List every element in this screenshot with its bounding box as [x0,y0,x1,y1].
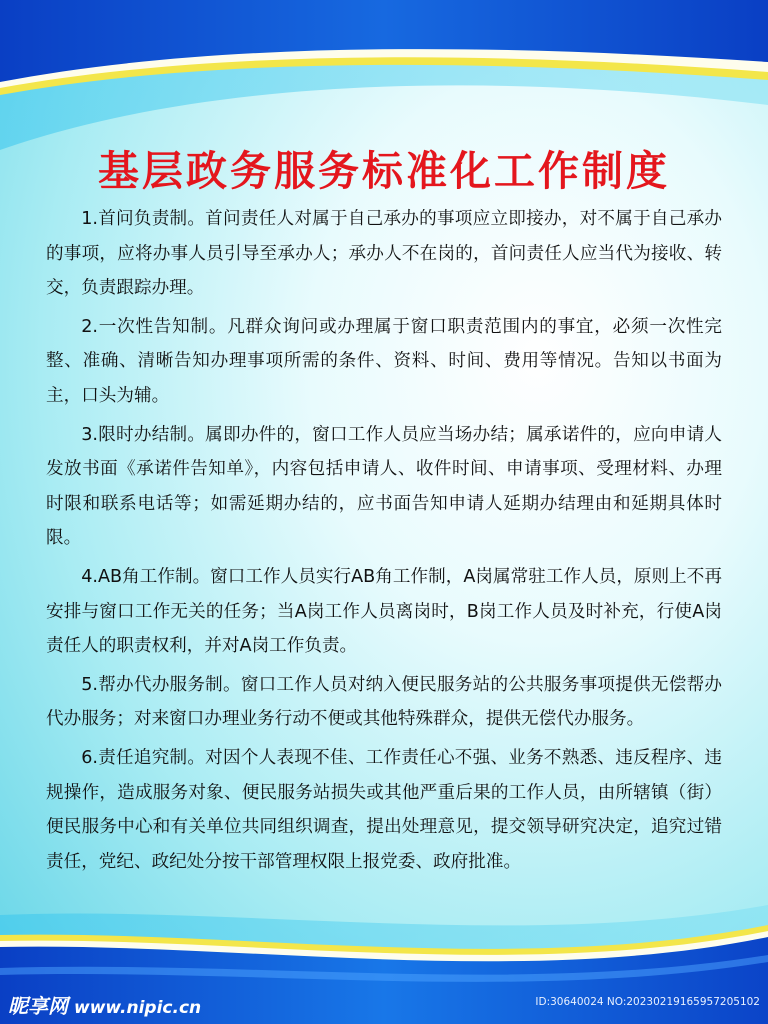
watermark-logo-text: 昵享网 [8,994,68,1018]
poster-title: 基层政务服务标准化工作制度 [98,147,670,195]
rule-paragraph: 1.首问负责制。首问责任人对属于自己承办的事项应立即接办，对不属于自己承办的事项，应将办事人员引导至承办人；承办人不在岗的，首问责任人应当代为接收、转交，负责跟踪办理。 [46,209,722,299]
watermark-id: ID:30640024 NO:20230219165957205102 [535,996,760,1008]
rule-paragraph: 5.帮办代办服务制。窗口工作人员对纳入便民服务站的公共服务事项提供无偿帮办代办服务；对来窗口办理业务行动不便或其他特殊群众，提供无偿代办服务。 [46,674,722,730]
rule-paragraph: 4.AB角工作制。窗口工作人员实行AB角工作制，A岗属常驻工作人员，原则上不再安排与窗口工作无关的任务；当A岗工作人员离岗时，B岗工作人员及时补充，行使A岗责任人的职责权利，并对A岗工作负责。 [46,566,722,657]
watermark-logo [8,990,201,1019]
rules-list [46,202,722,883]
watermark-site: www.nipic.cn [74,998,202,1018]
rule-paragraph: 3.限时办结制。属即办件的，窗口工作人员应当场办结；属承诺件的，应向申请人发放书面《承诺件告知单》，内容包括申请人、收件时间、申请事项、受理材料、办理时限和联系电话等；如需延期办结的，应书面告知申请人延期办结理由和延期具体时限。 [46,424,722,549]
rule-paragraph: 2.一次性告知制。凡群众询问或办理属于窗口职责范围内的事宜，必须一次性完整、准确、清晰告知办理事项所需的条件、资料、时间、费用等情况。告知以书面为主，口头为辅。 [46,316,722,406]
rule-paragraph: 6.责任追究制。对因个人表现不佳、工作责任心不强、业务不熟悉、违反程序、违规操作，造成服务对象、便民服务站损失或其他严重后果的工作人员，由所辖镇（街）便民服务中心和有关单位共同组织调查，提出处理意见，提交领导研究决定，追究过错责任，党纪、政纪处分按干部管理权限上报党委、政府批准。 [46,747,722,872]
